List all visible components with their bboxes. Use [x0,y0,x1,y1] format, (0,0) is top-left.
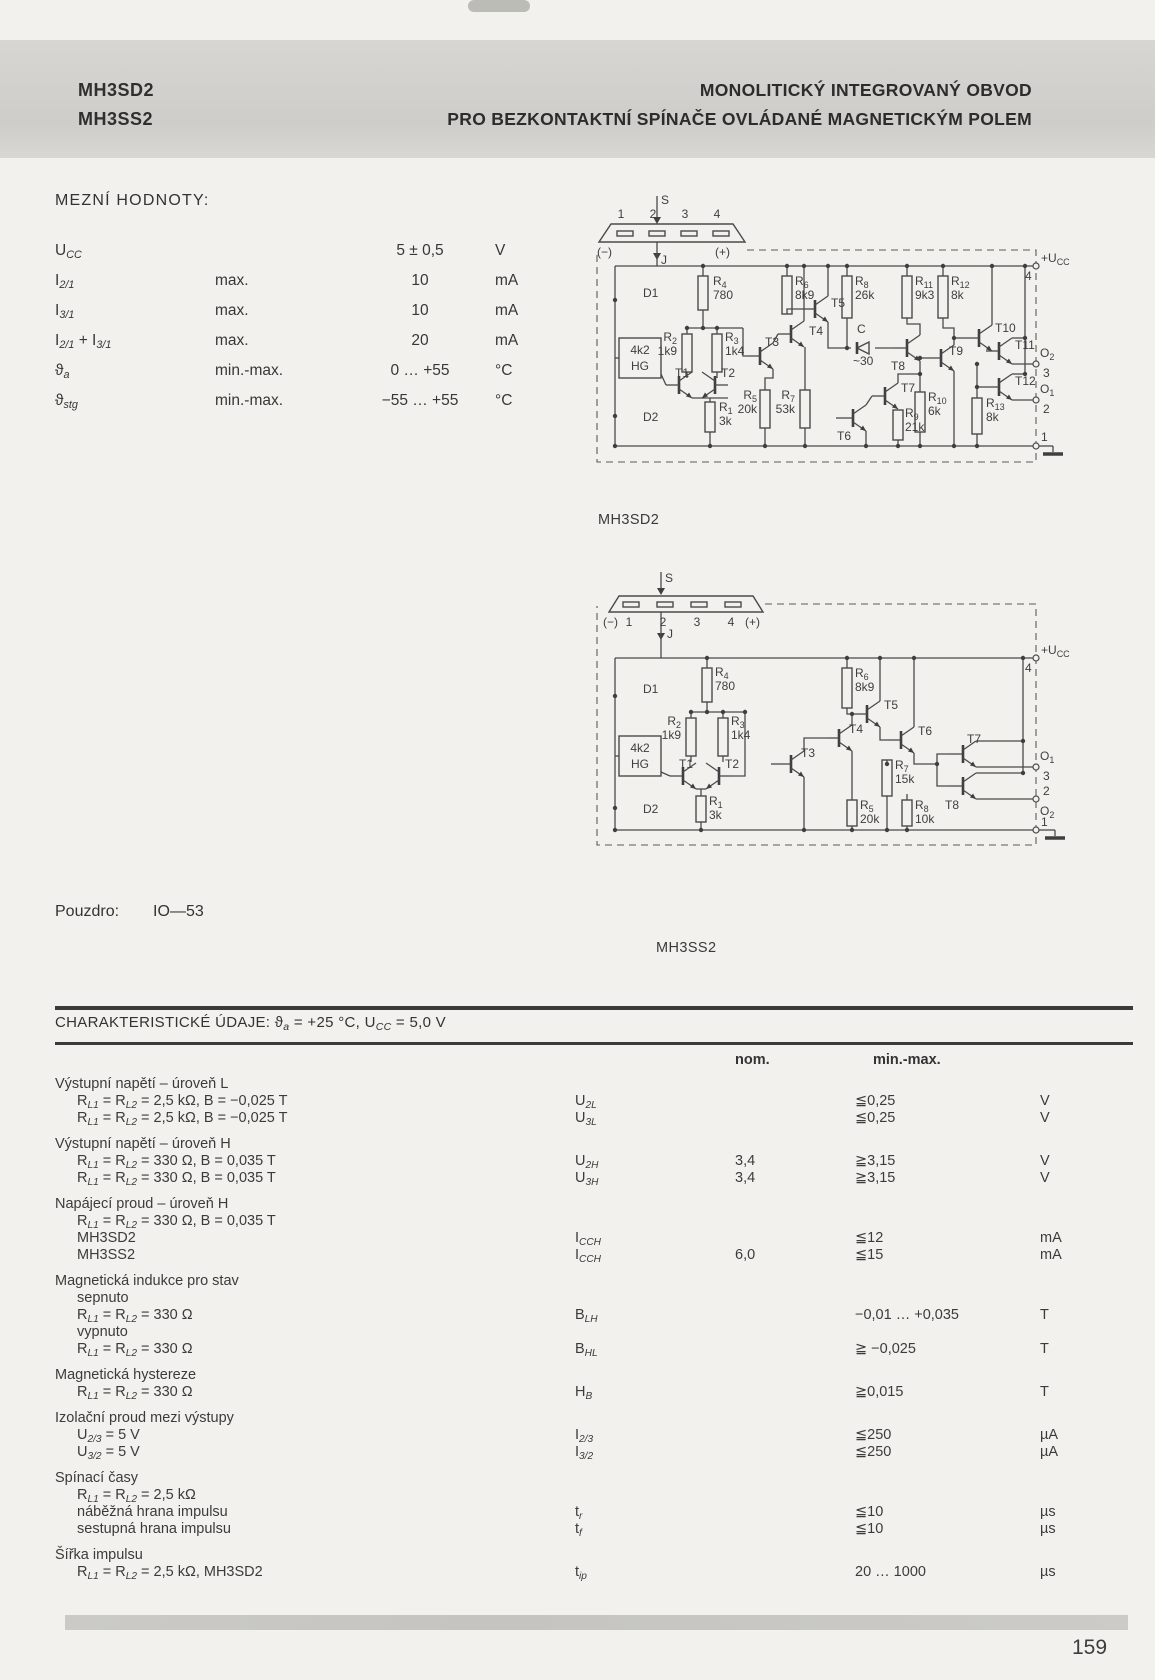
l-sym: $ϑ_{stg}$ [55,392,78,412]
char-group-title: Šířka impulsu [55,1547,143,1563]
schematic-label-t10: T10 [995,321,1016,335]
schematic-label-r1v: 3k [709,808,722,822]
c-sym: $I_{2/3}$ [575,1427,594,1445]
c-nom: 6,0 [735,1247,756,1263]
schematic-label-t5: T5 [884,698,899,712]
schematic-label-pin4: 4 [1025,269,1032,283]
part-number-2: MH3SS2 [78,108,154,129]
c-cond: $R_{L1} = R_{L2} = 330$ Ω, B = 0,035 T [77,1153,276,1171]
char-group [55,1367,1133,1401]
l-val: 10 [411,272,429,289]
title-line-2: PRO BEZKONTAKTNÍ SPÍNAČE OVLÁDANÉ MAGNETICKÝM POLEM [447,108,1032,129]
l-unit: °C [495,392,513,409]
char-group [55,1547,1133,1581]
c-nom [695,1230,815,1247]
schematic-label-r4: $R_4$ [713,274,727,290]
c-unit [1040,1324,1133,1341]
c-sym: $t_{ip}$ [575,1564,587,1582]
schematic-label-r13: $R_{13}$ [986,396,1005,412]
schematic-label-r8v: 10k [915,812,935,826]
c-unit: T [1040,1341,1049,1357]
schematic-label-r7: $R_7$ [895,758,909,774]
c-nom [695,1564,815,1581]
c-nom [695,1384,815,1401]
schematic-label-hall1: 4k2 [630,343,650,357]
schematic-label-o_bot: $O_2$ [1040,804,1055,820]
c-unit: V [1040,1153,1050,1169]
schematic-label-p1: 1 [617,207,625,221]
c-unit: T [1040,1307,1049,1323]
c-sym [575,1487,695,1504]
limits-row [55,386,615,416]
schematic-label-r3: $R_3$ [725,330,739,346]
c-cond: MH3SD2 [77,1230,136,1246]
l-cond [215,236,345,266]
schematic-label-t1: T1 [675,366,690,380]
limits-table [55,236,615,416]
char-row [55,1213,1133,1230]
c-cond: MH3SS2 [77,1247,136,1263]
l-sym: $U_{CC}$ [55,242,82,262]
c-cond: $R_{L1} = R_{L2} = 330$ Ω [77,1341,193,1359]
l-sym: $ϑ_a$ [55,362,70,382]
c-mm: ≧3,15 [855,1170,896,1186]
c-mm: −0,01 … +0,035 [855,1307,959,1323]
schematic-label-pin2: 2 [1043,402,1050,416]
l-val: 10 [411,302,429,319]
c-mm: ≦10 [855,1521,884,1537]
l-val: 20 [411,332,429,349]
c-nom [695,1290,815,1307]
schematic-label-cv: ~30 [853,354,874,368]
char-group-title: Magnetická hystereze [55,1367,197,1383]
l-cond: min.-max. [215,392,284,409]
schematic-label-p3: 3 [693,615,701,629]
char-group-title: Napájecí proud – úroveň H [55,1196,229,1212]
schematic-label-r7v: 53k [775,402,795,416]
char-group [55,1410,1133,1461]
schematic-label-r11: $R_{11}$ [915,274,934,290]
schematic-label-r3v: 1k4 [731,728,751,742]
c-mm: ≦12 [855,1230,884,1246]
schematic-label-r4v: 780 [715,679,736,693]
schematic-label-r6v: 8k9 [855,680,875,694]
part-numbers [78,76,154,133]
char-group [55,1470,1133,1538]
l-cond: max. [215,272,249,289]
schematic-label-d2: D2 [643,410,659,424]
schematic-label-r6v: 8k9 [795,288,815,302]
schematic-label-p2: 2 [659,615,667,629]
c-mm: ≦0,25 [855,1110,896,1126]
schematic-label-r5v: 20k [737,402,757,416]
char-row [55,1110,1133,1127]
schematic-label-r1v: 3k [719,414,732,428]
c-mm: ≧3,15 [855,1153,896,1169]
schematic-label-minus: (−) [597,245,612,259]
char-row [55,1564,1133,1581]
c-mm: 20 … 1000 [855,1564,926,1580]
schematic-label-r4v: 780 [713,288,734,302]
c-unit [1040,1487,1133,1504]
footer-bar [65,1615,1128,1630]
l-unit: mA [495,302,519,319]
char-group-title: Spínací časy [55,1470,139,1486]
l-sym: $I_{3/1}$ [55,302,75,322]
c-mm: ≦250 [855,1427,892,1443]
l-val: −55 … +55 [381,392,459,409]
char-row [55,1341,1133,1358]
l-unit: mA [495,332,519,349]
c-cond: sestupná hrana impulsu [77,1521,231,1537]
c-unit: V [1040,1110,1050,1126]
table-rule-top [55,1006,1133,1010]
column-header-nom: nom. [735,1052,770,1068]
table-rule-heading [55,1042,1133,1045]
schematic-label-t4: T4 [849,722,864,736]
char-row [55,1170,1133,1187]
char-group [55,1076,1133,1127]
schematic-label-d1: D1 [643,286,659,300]
schematic-label-o_top: $O_1$ [1040,749,1055,765]
char-group-title: Výstupní napětí – úroveň H [55,1136,231,1152]
limits-heading: MEZNÍ HODNOTY: [55,192,210,209]
schematic-label-t7: T7 [967,732,982,746]
schematic-label-ucc: $+U_{CC}$ [1041,643,1070,659]
schematic-label-r9: $R_9$ [905,406,919,422]
schematic-label-t12: T12 [1015,374,1036,388]
characteristics-heading: CHARAKTERISTICKÉ ÚDAJE: $ϑ_a = +25$ °C, $U_{CC} = 5,0$ V [55,1014,446,1033]
schematic-label-r12: $R_{12}$ [951,274,970,290]
schematic-label-r6: $R_6$ [855,666,869,682]
char-row [55,1487,1133,1504]
characteristics-table [55,1076,1133,1581]
c-cond: $R_{L1} = R_{L2} = 330$ Ω [77,1384,193,1402]
schematic-label-t5: T5 [831,296,846,310]
c-cond: $R_{L1} = R_{L2} = 330$ Ω, B = 0,035 T [77,1213,276,1231]
c-unit: mA [1040,1247,1062,1263]
schematic-label-t3: T3 [801,746,816,760]
schematic-label-d1: D1 [643,682,659,696]
schematic-label-minus: (−) [603,615,618,629]
schematic-label-t9: T9 [949,344,964,358]
schematic-label-r8v: 26k [855,288,875,302]
c-unit: µA [1040,1427,1059,1443]
char-row [55,1230,1133,1247]
c-unit: V [1040,1093,1050,1109]
l-unit: V [495,242,506,259]
char-group [55,1273,1133,1358]
package-line [55,903,204,921]
schematic-label-pin2: 2 [1043,784,1050,798]
schematic-label-hall2: HG [631,359,649,373]
c-mm [815,1213,1040,1230]
c-sym: $H_B$ [575,1384,593,1402]
c-mm: ≦0,25 [855,1093,896,1109]
column-header-minmax: min.-max. [873,1052,941,1068]
c-sym [575,1213,695,1230]
schematic-label-r9v: 21k [905,420,925,434]
c-sym: $U_{2L}$ [575,1093,597,1111]
c-nom [695,1521,815,1538]
package-label: Pouzdro: [55,903,120,920]
c-sym: $U_{3H}$ [575,1170,599,1188]
char-row [55,1384,1133,1401]
schematic-label-r2: $R_2$ [663,330,677,346]
c-sym [575,1290,695,1307]
c-cond: $R_{L1} = R_{L2} = 2,5$ kΩ, MH3SD2 [77,1564,263,1582]
schematic-label-r6: $R_6$ [795,274,809,290]
schematic-label-r8: $R_8$ [915,798,929,814]
schematic-label-pin3: 3 [1043,769,1050,783]
schematic-label-r3v: 1k4 [725,344,745,358]
char-group-title: Izolační proud mezi výstupy [55,1410,234,1426]
schematic-label-hall1: 4k2 [630,741,650,755]
char-group [55,1196,1133,1264]
c-cond: $R_{L1} = R_{L2} = 2,5$ kΩ, B = −0,025 T [77,1093,288,1111]
c-sym: $U_{3L}$ [575,1110,597,1128]
c-mm: ≦250 [855,1444,892,1460]
c-sym: $B_{HL}$ [575,1341,598,1359]
limits-row [55,296,615,326]
schematic-label-p1: 1 [625,615,633,629]
char-row [55,1307,1133,1324]
char-row [55,1324,1133,1341]
c-mm [815,1487,1040,1504]
c-unit: µA [1040,1444,1059,1460]
c-unit: µs [1040,1564,1056,1580]
c-mm: ≦10 [855,1504,884,1520]
l-sym: $I_{2/1}$ [55,272,75,292]
char-group-title: Výstupní napětí – úroveň L [55,1076,229,1092]
c-cond: $R_{L1} = R_{L2} = 2,5$ kΩ [77,1487,196,1505]
c-cond: $R_{L1} = R_{L2} = 330$ Ω, B = 0,035 T [77,1170,276,1188]
char-row [55,1504,1133,1521]
schematic-label-pin3: 3 [1043,366,1050,380]
page-number: 159 [1072,1636,1108,1659]
schematic-label-d2: D2 [643,802,659,816]
schematic-label-r13v: 8k [986,410,999,424]
c-cond: $U_{3/2} = 5$ V [77,1444,140,1462]
char-row [55,1093,1133,1110]
schematic-label-r5: $R_5$ [743,388,757,404]
c-nom [695,1093,815,1110]
schematic-label-plus: (+) [745,615,760,629]
schematic-label-r10v: 6k [928,404,941,418]
schematic-label-t3: T3 [765,335,780,349]
limits-row [55,236,615,266]
c-sym: $U_{2H}$ [575,1153,599,1171]
char-row [55,1521,1133,1538]
c-nom [695,1324,815,1341]
c-nom [695,1487,815,1504]
schematic-label-pin4: 4 [1025,661,1032,675]
limits-row [55,356,615,386]
schematic-label-t11: T11 [1015,338,1035,352]
schematic-label-o_top: $O_2$ [1040,346,1055,362]
diagram-caption-mh3ss2: MH3SS2 [656,940,717,956]
c-cond: $U_{2/3} = 5$ V [77,1427,140,1445]
schematic-label-t2: T2 [725,757,740,771]
c-cond: sepnuto [77,1290,129,1306]
l-cond: max. [215,332,249,349]
schematic-label-r1: $R_1$ [719,400,733,416]
schematic-label-r7: $R_7$ [781,388,795,404]
schematic-label-r5: $R_5$ [860,798,874,814]
schematic-label-r4: $R_4$ [715,665,729,681]
c-sym: $I_{3/2}$ [575,1444,594,1462]
schematic-label-r10: $R_{10}$ [928,390,947,406]
c-sym: $I_{CCH}$ [575,1247,601,1265]
c-sym [575,1324,695,1341]
c-sym: $I_{CCH}$ [575,1230,601,1248]
c-cond: $R_{L1} = R_{L2} = 330$ Ω [77,1307,193,1325]
c-mm: ≧0,015 [855,1384,904,1400]
schematic-label-p4: 4 [713,207,721,221]
scan-smudge [468,0,530,12]
c-nom: 3,4 [735,1153,756,1169]
diagram-caption-mh3sd2: MH3SD2 [598,512,660,528]
circuit-diagram-mh3sd2 [595,188,1070,480]
c-nom [695,1213,815,1230]
char-row [55,1444,1133,1461]
l-cond: max. [215,302,249,319]
schematic-label-r7v: 15k [895,772,915,786]
c-sym: $t_r$ [575,1504,583,1522]
package-value: IO—53 [153,903,204,920]
part-number-1: MH3SD2 [78,80,155,100]
schematic-label-r2v: 1k9 [661,728,681,742]
schematic-label-j: J [667,627,673,641]
schematic-label-r5v: 20k [860,812,880,826]
schematic-label-ucc: $+U_{CC}$ [1041,251,1070,267]
schematic-label-t6: T6 [837,429,852,443]
c-unit: T [1040,1384,1049,1400]
char-group [55,1136,1133,1187]
char-row [55,1290,1133,1307]
c-cond: vypnuto [77,1324,128,1340]
schematic-label-t8: T8 [945,798,960,812]
schematic-label-p3: 3 [681,207,689,221]
schematic-label-pin1: 1 [1041,815,1048,829]
l-val: 5 ± 0,5 [396,242,444,259]
c-sym: $B_{LH}$ [575,1307,598,1325]
c-unit [1040,1290,1133,1307]
c-unit: mA [1040,1230,1062,1246]
c-mm: ≦15 [855,1247,884,1263]
char-row [55,1427,1133,1444]
c-unit: µs [1040,1504,1056,1520]
schematic-label-j: J [661,253,667,267]
c-cond: $R_{L1} = R_{L2} = 2,5$ kΩ, B = −0,025 T [77,1110,288,1128]
c-nom [695,1307,815,1324]
c-nom [695,1110,815,1127]
schematic-label-r2: $R_2$ [667,714,681,730]
c-nom [695,1444,815,1461]
characteristics-column-headers [55,1052,1133,1069]
c-mm [815,1290,1040,1307]
schematic-label-t7: T7 [901,381,916,395]
schematic-label-t6: T6 [918,724,933,738]
char-group-title: Magnetická indukce pro stav [55,1273,239,1289]
limits-row [55,326,615,356]
c-unit: µs [1040,1521,1056,1537]
schematic-label-o_bot: $O_1$ [1040,382,1055,398]
schematic-label-p4: 4 [727,615,735,629]
c-cond: náběžná hrana impulsu [77,1504,228,1520]
char-row [55,1153,1133,1170]
schematic-label-p2: 2 [649,207,657,221]
l-sym: $I_{2/1} + I_{3/1}$ [55,332,112,352]
c-unit: V [1040,1170,1050,1186]
c-nom [695,1504,815,1521]
c-mm [815,1324,1040,1341]
c-nom [695,1341,815,1358]
c-nom [695,1427,815,1444]
schematic-label-t4: T4 [809,324,824,338]
schematic-label-r2v: 1k9 [657,344,677,358]
l-cond: min.-max. [215,362,284,379]
char-row [55,1247,1133,1264]
c-nom: 3,4 [735,1170,756,1186]
schematic-label-s: S [661,193,670,207]
c-sym: $t_f$ [575,1521,582,1539]
schematic-label-c: C [857,322,866,336]
circuit-diagram-mh3ss2 [595,568,1070,860]
l-unit: mA [495,272,519,289]
l-val: 0 … +55 [390,362,450,379]
title-line-1: MONOLITICKÝ INTEGROVANÝ OBVOD [699,80,1032,100]
schematic-label-plus: (+) [715,245,730,259]
schematic-label-hall2: HG [631,757,649,771]
schematic-label-s: S [665,571,674,585]
schematic-label-r1: $R_1$ [709,794,723,810]
schematic-label-r11v: 9k3 [915,288,935,302]
schematic-label-r3: $R_3$ [731,714,745,730]
schematic-label-t8: T8 [891,359,906,373]
schematic-label-r12v: 8k [951,288,964,302]
c-unit [1040,1213,1133,1230]
schematic-label-t1: T1 [679,757,694,771]
schematic-label-r8: $R_8$ [855,274,869,290]
c-mm: ≧ −0,025 [855,1341,916,1357]
schematic-label-t2: T2 [721,366,736,380]
limits-row [55,266,615,296]
l-unit: °C [495,362,513,379]
schematic-label-pin1: 1 [1041,430,1048,444]
page-title [330,76,1032,133]
